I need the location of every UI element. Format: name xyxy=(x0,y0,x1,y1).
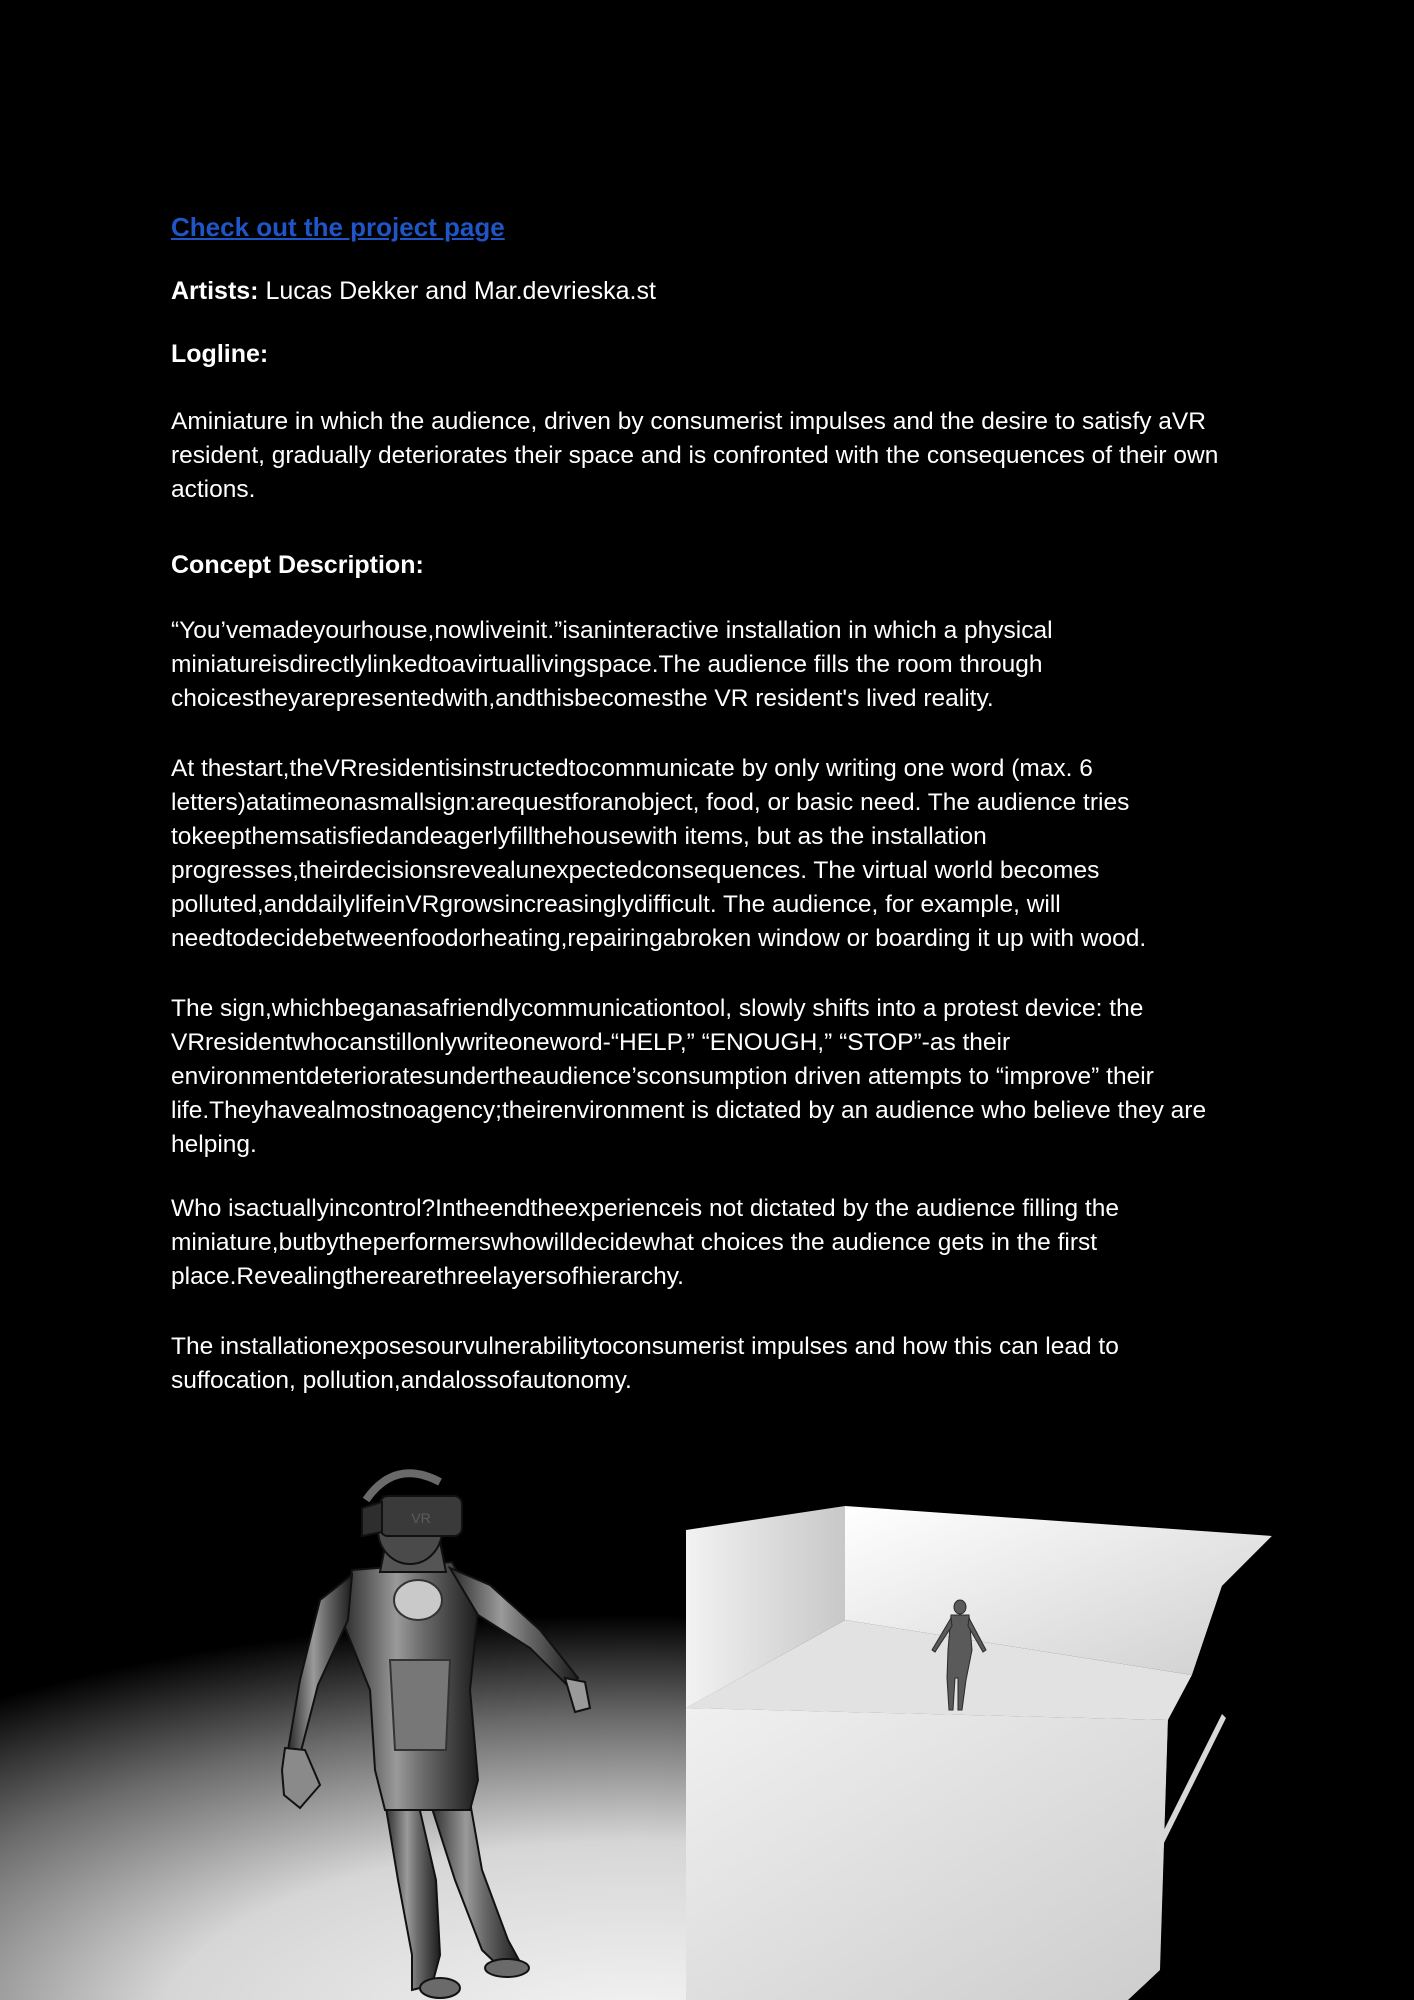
artists-label: Artists: xyxy=(171,277,259,305)
logline-text: Aminiature in which the audience, driven by consumerist impulses and the desire to satisfy aVR resident, gradually deteriorates their space and is confronted with the consequences of their own actions. xyxy=(171,408,1219,503)
miniature-room xyxy=(686,1506,1414,2000)
concept-paragraph: The installationexposesourvulnerabilitytoconsumerist impulses and how this can lead to suffocation, pollution,andalossofautonomy. xyxy=(171,1333,1119,1394)
logline-heading: Logline: xyxy=(171,340,269,368)
artists-line xyxy=(171,277,1241,306)
installation-render-image xyxy=(0,1450,1414,2000)
document-body xyxy=(171,200,1241,1398)
artists-names: Lucas Dekker and Mar.devrieska.st xyxy=(265,277,656,305)
project-page-link[interactable]: Check out the project page xyxy=(171,212,505,242)
concept-paragraph: Who isactuallyincontrol?Intheendtheexperienceis not dictated by the audience filling the miniature,butbytheperformerswhowilldecidewhat choices the audience gets in the first place.Revealingtherearethreelayersofhierarchy. xyxy=(171,1195,1119,1290)
concept-paragraph: “You’vemadeyourhouse,nowliveinit.”isaninteractive installation in which a physical miniatureisdirectlylinkedtoavirtuallivingspace.The audience fills the room through choicestheyarepresentedwith,andthisbecomesthe VR resident's lived reality. xyxy=(171,617,1053,712)
concept-heading: Concept Description: xyxy=(171,551,424,579)
concept-paragraph: The sign,whichbeganasafriendlycommunicationtool, slowly shifts into a protest device: the VRresidentwhocanstillonlywriteoneword-“HELP,” “ENOUGH,” “STOP”-as their environmentdeterioratesundertheaudience’sconsumption driven attempts to “improve” their life.Theyhavealmostnoagency;theirenvironment is dictated by an audience who believe they are helping. xyxy=(171,995,1207,1158)
headset-label: VR xyxy=(411,1510,431,1526)
concept-paragraph: At thestart,theVRresidentisinstructedtocommunicate by only writing one word (max. 6 letters)atatimeonasmallsign:arequestforanobject, food, or basic need. The audience tries tokeepthemsatisfiedandeagerlyfillthehousewith items, but as the installation progresses,theirdecisionsrevealunexpectedconsequences. The virtual world becomes polluted,anddailylifeinVRgrowsincreasinglydifficult. The audience, for example, will needtodecidebetweenfoodorheating,repairingabroken window or boarding it up with wood. xyxy=(171,755,1147,952)
